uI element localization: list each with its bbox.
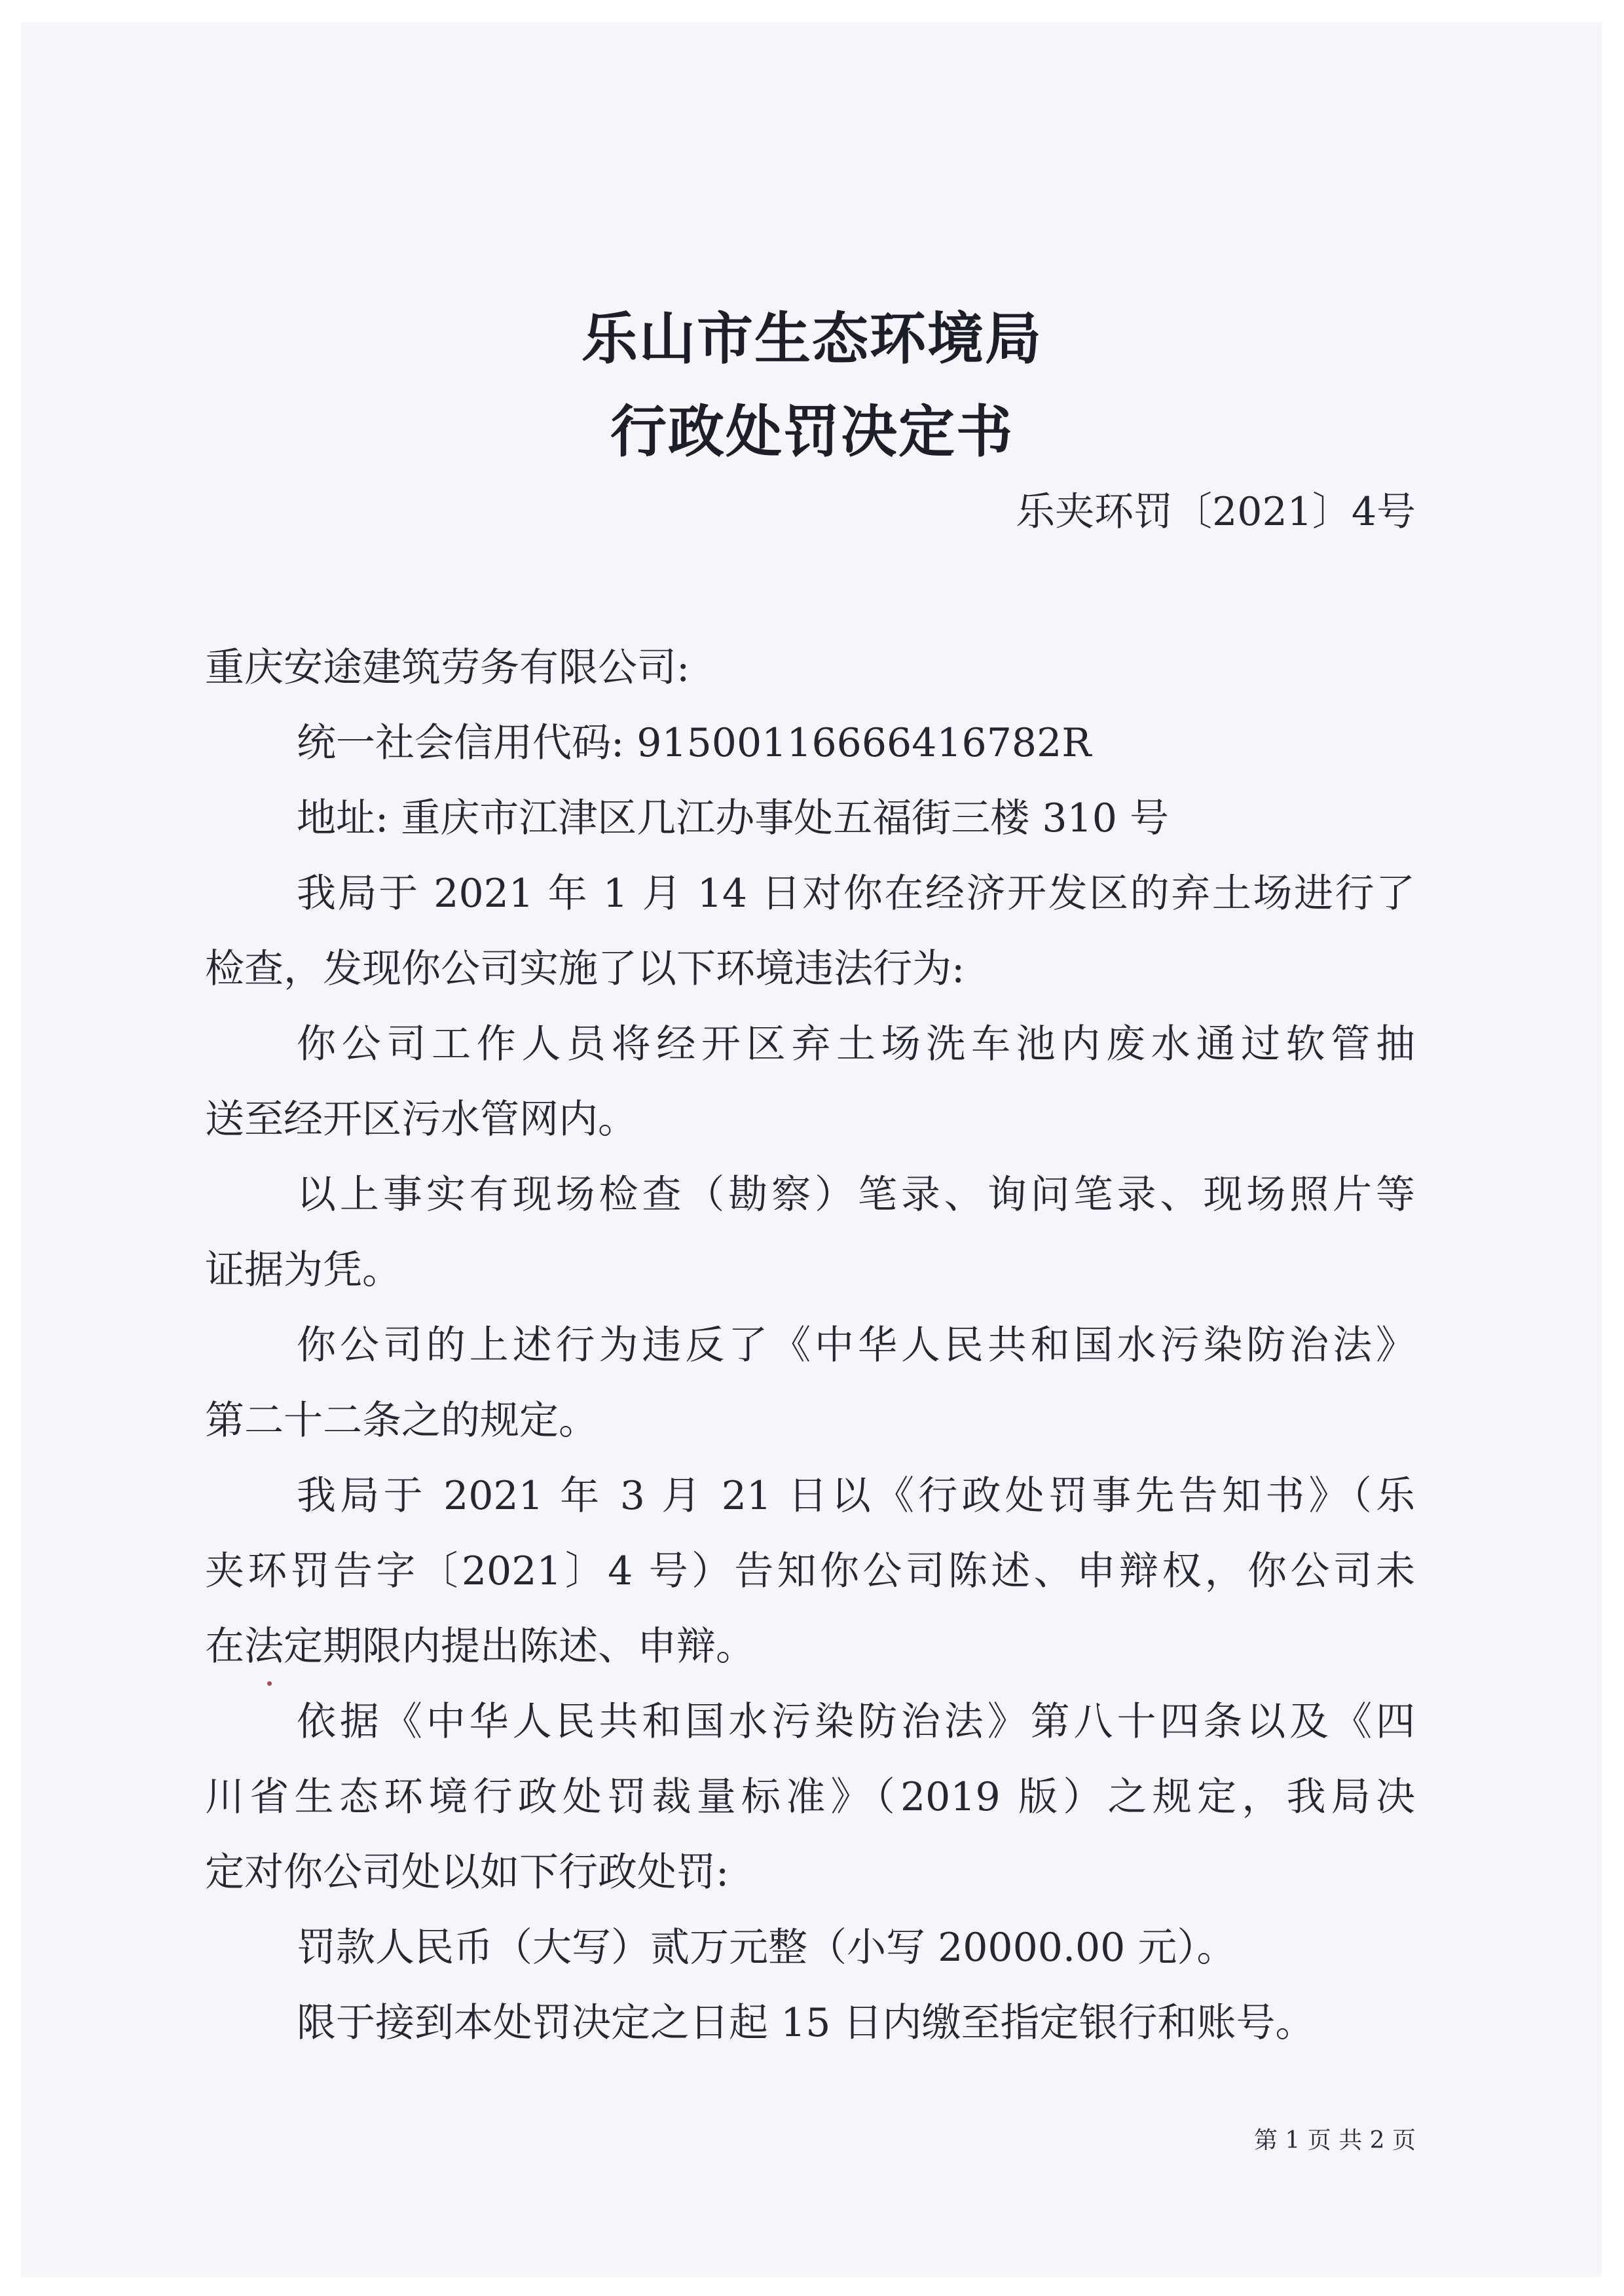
document-title-type: 行政处罚决定书 bbox=[610, 399, 1014, 465]
document-number: 乐夹环罚〔2021〕4号 bbox=[1016, 489, 1416, 535]
page-number: 第 1 页 共 2 页 bbox=[1253, 2127, 1416, 2154]
body-line: 第二十二条之的规定。 bbox=[205, 1398, 598, 1444]
body-line: 检查，发现你公司实施了以下环境违法行为: bbox=[205, 946, 965, 992]
body-line: 我局于 2021 年 1 月 14 日对你在经济开发区的弃土场进行了 bbox=[297, 871, 1415, 917]
scan-speck bbox=[267, 1681, 272, 1686]
body-line: 你公司工作人员将经开区弃土场洗车池内废水通过软管抽 bbox=[297, 1021, 1415, 1067]
addressee: 重庆安途建筑劳务有限公司: bbox=[205, 645, 690, 691]
body-line: 送至经开区污水管网内。 bbox=[205, 1097, 637, 1142]
body-line: 定对你公司处以如下行政处罚: bbox=[205, 1850, 729, 1895]
body-line: 以上事实有现场检查（勘察）笔录、询问笔录、现场照片等 bbox=[297, 1172, 1415, 1218]
scan-border-bottom bbox=[0, 2277, 1624, 2296]
scan-border-top bbox=[0, 0, 1624, 22]
body-line: 你公司的上述行为违反了《中华人民共和国水污染防治法》 bbox=[297, 1322, 1415, 1368]
body-line: 在法定期限内提出陈述、申辩。 bbox=[205, 1624, 755, 1669]
payment-deadline-line: 限于接到本处罚决定之日起 15 日内缴至指定银行和账号。 bbox=[297, 2000, 1315, 2046]
body-line: 夹环罚告字〔2021〕4 号）告知你公司陈述、申辩权，你公司未 bbox=[205, 1548, 1415, 1594]
body-line: 证据为凭。 bbox=[205, 1247, 401, 1293]
address-line: 地址: 重庆市江津区几江办事处五福街三楼 310 号 bbox=[297, 795, 1169, 841]
body-line: 川省生态环境行政处罚裁量标准》（2019 版）之规定，我局决 bbox=[205, 1774, 1415, 1820]
penalty-amount-line: 罚款人民币（大写）贰万元整（小写 20000.00 元）。 bbox=[297, 1925, 1236, 1971]
credit-code-line: 统一社会信用代码: 91500116666416782R bbox=[297, 720, 1092, 766]
body-line: 依据《中华人民共和国水污染防治法》第八十四条以及《四 bbox=[297, 1699, 1415, 1745]
document-title-agency: 乐山市生态环境局 bbox=[581, 306, 1043, 372]
body-line: 我局于 2021 年 3 月 21 日以《行政处罚事先告知书》（乐 bbox=[297, 1473, 1415, 1519]
